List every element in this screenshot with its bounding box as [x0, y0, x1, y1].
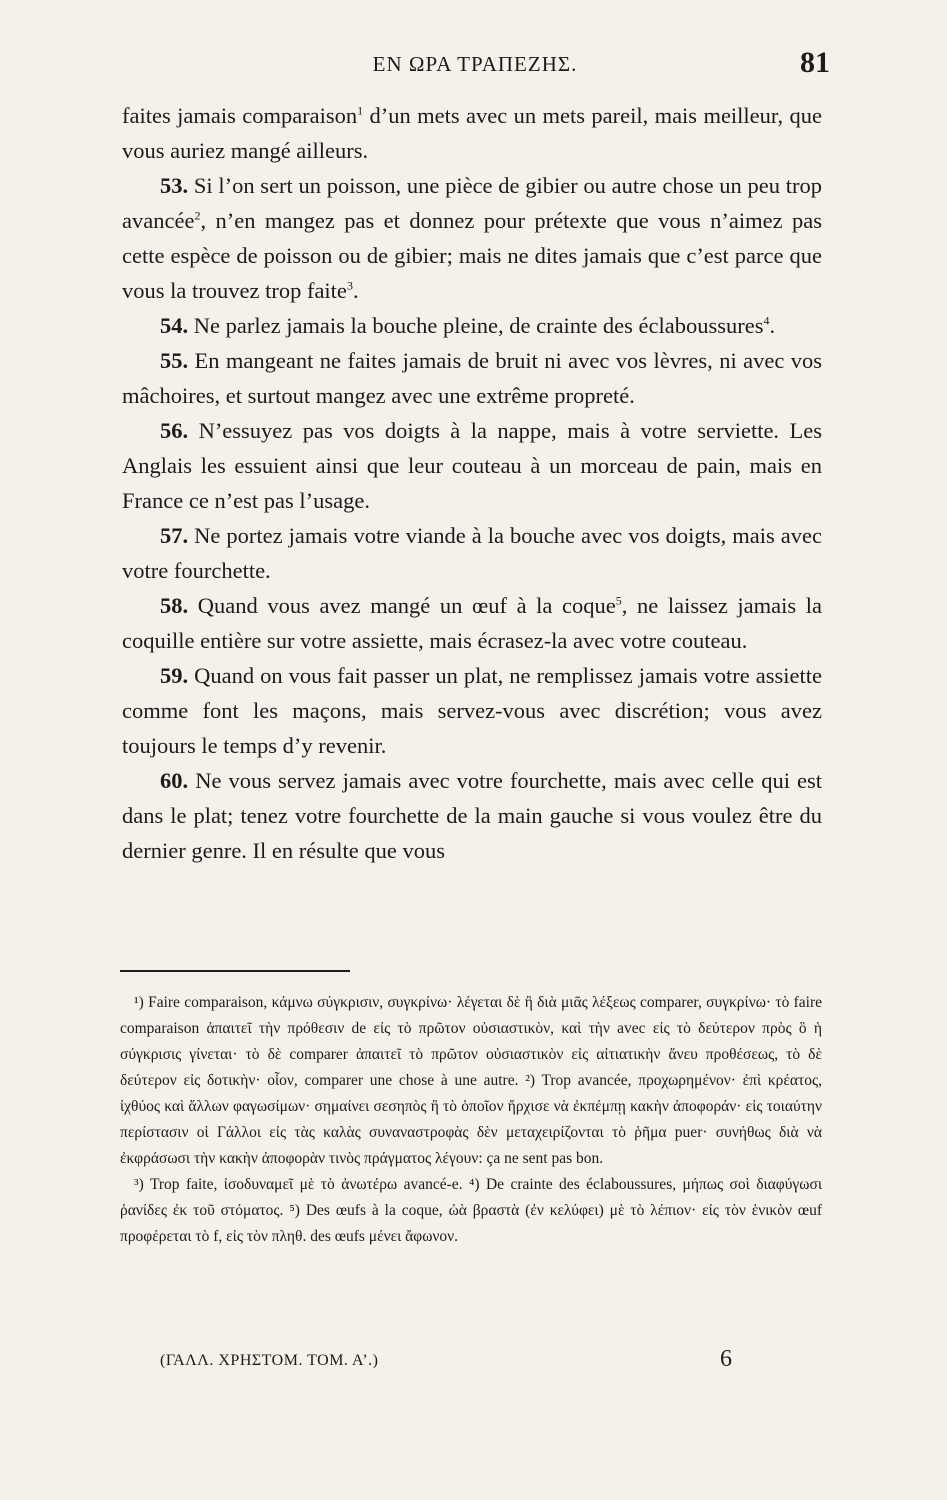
- paragraph-number: 55.: [160, 348, 189, 373]
- paragraph-53: 53. Si l’on sert un poisson, une pièce de gibier ou autre chose un peu trop avancée$^2$, n’en mangez pas et donnez pour prétexte que vous n’aimez pas cette espèce de poisson ou de gibier; mais ne dites jamais que c’est parce que vous la trouvez trop faite$^3$.: [122, 173, 822, 303]
- paragraph-60: 60. Ne vous servez jamais avec votre fourchette, mais avec celle qui est dans le plat; tenez votre fourchette de la main gauche si vous voulez être du dernier genre. Il en résulte que vous: [122, 768, 822, 863]
- printer-signature: [140, 1346, 822, 1386]
- page-header: [120, 46, 830, 90]
- paragraph-58: 58. Quand vous avez mangé un œuf à la coque$^5$, ne laissez jamais la coquille entière sur votre assiette, mais écrasez-la avec votre couteau.: [122, 593, 822, 653]
- paragraph-59: 59. Quand on vous fait passer un plat, ne remplissez jamais votre assiette comme font les maçons, mais servez-vous avec discrétion; vous avez toujours le temps d’y revenir.: [122, 663, 822, 758]
- footnote-ref: 4: [763, 313, 770, 328]
- paragraph-number: 53.: [160, 173, 189, 198]
- signature-number: 6: [720, 1346, 732, 1372]
- paragraph-number: 57.: [160, 523, 189, 548]
- footnote-5: ⁵) Des œufs à la coque, ὠὰ βραστὰ (ἐν κελύφει) μὲ τὸ λέπιον· εἰς τὸν ἑνικὸν œuf προφέρεται τὸ f, εἰς τὸν πληθ. des œufs μένει ἄφωνον.: [120, 1202, 823, 1245]
- paragraph-number: 60.: [160, 768, 189, 793]
- running-title: ΕΝ ΩΡΑ ΤΡΑΠΕΖΗΣ.: [372, 52, 578, 76]
- page-number: 81: [800, 46, 830, 79]
- paragraph-continuation: faites jamais comparaison$^1$ d’un mets avec un mets pareil, mais meilleur, que vous auriez mangé ailleurs.: [122, 103, 822, 163]
- footnote-ref: 1: [357, 103, 364, 118]
- footnote-1: ¹) Faire comparaison, κάμνω σύγκρισιν, συγκρίνω· λέγεται δὲ ἢ διὰ μιᾶς λέξεως comparer, συγκρίνω· τὸ faire comparaison ἀπαιτεῖ τὴν πρόθεσιν de εἰς τὸ πρῶτον οὐσιαστικὸν, καὶ τὴν avec εἰς τὸ δεύτερον πρὸς ὃ ἡ σύγκρισις γίνεται· τὸ δὲ comparer ἀπαιτεῖ τὸ πρῶτον οὐσιαστικὸν εἰς αἰτιατικὴν ἄνευ προθέσεως, τὸ δὲ δεύτερον εἰς δοτικὴν· οἷον, comparer une chose à une autre. ²) Trop avancée, προχωρημένον· ἐπὶ κρέατος, ἰχθύος καὶ ἄλλων φαγωσίμων· σημαίνει σεσηπὸς ἢ τὸ ὁποῖον ἤρχισε νὰ ἐκπέμπῃ κακὴν ἀποφοράν· εἰς τοιαύτην περίστασιν οἱ Γάλλοι εἰς τὰς καλὰς συναναστροφὰς δὲν μεταχειρίζονται τὸ ῥῆμα puer· συνήθως διὰ νὰ ἐκφράσωσι τὴν κακὴν ἀποφορὰν τινὸς πράγματος λέγουν: ça ne sent pas bon.: [120, 994, 823, 1167]
- body-text: [122, 98, 822, 868]
- footnote-2: ²) Trop avancée, προχωρημένον· ἐπὶ κρέατος, ἰχθύος καὶ ἄλλων φαγωσίμων· σημαίνει σεσηπὸς ἢ τὸ ὁποῖον ἤρχισε νὰ ἐκπέμπῃ κακὴν ἀποφοράν· εἰς τοιαύτην περίστασιν οἱ Γάλλοι εἰς τὰς καλὰς συναναστροφὰς δὲν μεταχειρίζονται τὸ ῥῆμα puer· συνήθως διὰ νὰ ἐκφράσωσι τὴν κακὴν ἀποφορὰν τινὸς πράγματος λέγουν: ça ne sent pas bon.: [120, 1072, 823, 1167]
- paragraph-55: 55. En mangeant ne faites jamais de bruit ni avec vos lèvres, ni avec vos mâchoires, et surtout mangez avec une extrême propreté.: [122, 348, 822, 408]
- paragraph-56: 56. N’essuyez pas vos doigts à la nappe, mais à votre serviette. Les Anglais les essuient ainsi que leur couteau à un morceau de pain, mais en France ce n’est pas l’usage.: [122, 418, 822, 513]
- footnote-ref: 2: [194, 208, 201, 223]
- signature-text: (ΓΑΛΛ. ΧΡΗΣΤΟΜ. ΤΟΜ. Α’.): [160, 1352, 379, 1369]
- paragraph-57: 57. Ne portez jamais votre viande à la bouche avec vos doigts, mais avec votre fourchette.: [122, 523, 822, 583]
- footnotes: [120, 990, 822, 1250]
- footnote-3: ³) Trop faite, ἰσοδυναμεῖ μὲ τὸ ἀνωτέρω avancé-e. ⁴) De crainte des éclaboussures, μήπως σοὶ διαφύγωσι ῥανίδες ἐκ τοῦ στόματος. ⁵) Des œufs à la coque, ὠὰ βραστὰ (ἐν κελύφει) μὲ τὸ λέπιον· εἰς τὸν ἑνικὸν œuf προφέρεται τὸ f, εἰς τὸν πληθ. des œufs μένει ἄφωνον.: [120, 1176, 823, 1245]
- paragraph-54: 54. Ne parlez jamais la bouche pleine, de crainte des éclaboussures$^4$.: [160, 313, 776, 338]
- footnote-divider: [120, 970, 350, 972]
- paragraph-number: 59.: [160, 663, 189, 688]
- footnote-4: ⁴) De crainte des éclaboussures, μήπως σοὶ διαφύγωσι ῥανίδες ἐκ τοῦ στόματος.: [120, 1176, 823, 1219]
- footnote-ref: 5: [615, 593, 622, 608]
- paragraph-number: 54.: [160, 313, 189, 338]
- footnote-ref: 3: [346, 278, 353, 293]
- paragraph-number: 58.: [160, 593, 189, 618]
- paragraph-number: 56.: [160, 418, 189, 443]
